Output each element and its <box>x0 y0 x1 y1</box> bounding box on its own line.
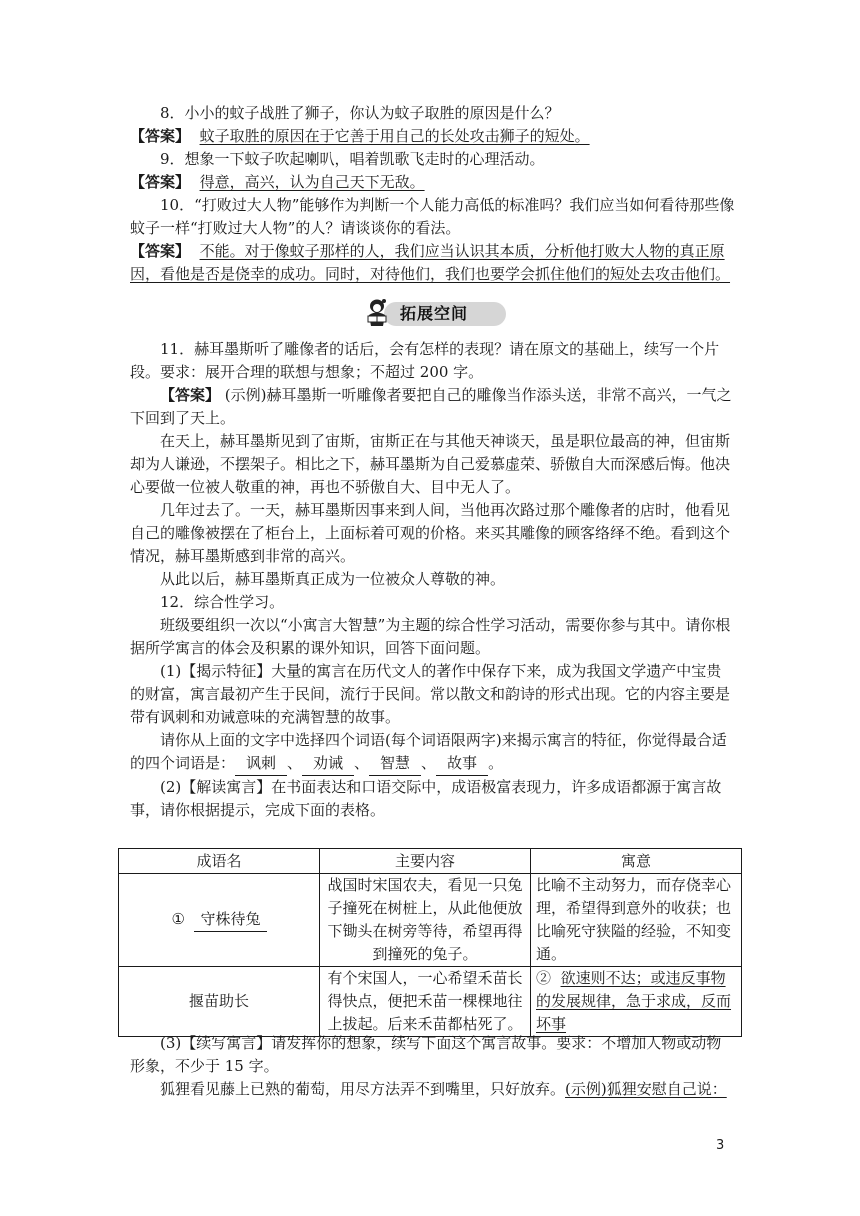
part3-answer: (示例)狐狸安慰自己说： <box>565 1080 727 1098</box>
table-row <box>119 967 742 1037</box>
table-header: 成语名 <box>119 849 320 874</box>
circle-number: ② <box>536 969 552 987</box>
meaning-answer: 欲速则不达；或违反事物的发展规律，急于求成，反而坏事 <box>536 969 732 1033</box>
answer-8 <box>130 125 736 148</box>
answer-9 <box>130 171 736 194</box>
question-12-part1-prompt <box>130 729 736 776</box>
question-12-part2: (2)【解读寓言】在书面表达和口语交际中，成语极富表现力，许多成语都源于寓言故事，请你根据提示，完成下面的表格。 <box>130 778 722 819</box>
meaning-cell: 比喻不主动努力，而存侥幸心理，希望得到意外的收获；也比喻死守狭隘的经验，不知变通。 <box>531 874 742 967</box>
question-10: 10．“打败过大人物”能够作为判断一个人能力高低的标准吗？我们应当如何看待那些像蚊子一样“打败过大人物”的人？请谈谈你的看法。 <box>130 196 735 237</box>
question-9: 9．想象一下蚊子吹起喇叭，唱着凯歌飞走时的心理活动。 <box>160 150 545 168</box>
answer-blank: 讽刺 <box>235 752 287 776</box>
answer-tag: 【答案】 <box>160 386 221 404</box>
period: 。 <box>488 754 504 772</box>
answer-tag: 【答案】 <box>130 173 191 191</box>
idiom-table <box>118 848 742 1037</box>
answer-blank: 劝诫 <box>302 752 354 776</box>
idiom-answer: 守株待兔 <box>194 908 266 932</box>
answer-11-intro <box>130 384 736 430</box>
answer-blank: 故事 <box>436 752 488 776</box>
answer-8-text: 蚊子取胜的原因在于它善于用自己的长处攻击狮子的短处。 <box>199 127 590 145</box>
answer-10-text: 不能。对于像蚊子那样的人，我们应当认识其本质，分析他打败大人物的真正原因，看他是否是侥幸的成功。同时，对待他们，我们也要学会抓住他们的短处去攻击他们。 <box>130 242 731 283</box>
meaning-cell <box>531 967 742 1037</box>
idiom-cell: 揠苗助长 <box>119 967 320 1037</box>
section-banner <box>130 292 736 334</box>
separator: 、 <box>354 754 370 772</box>
answer-blank: 智慧 <box>369 752 421 776</box>
reading-girl-icon <box>360 296 394 330</box>
part3-story <box>130 1078 736 1101</box>
content-cell: 有个宋国人，一心希望禾苗长得快点，便把禾苗一棵棵地往上拔起。后来禾苗都枯死了。 <box>320 967 531 1037</box>
question-12-intro: 班级要组织一次以“小寓言大智慧”为主题的综合性学习活动，需要你参与其中。请你根据所学寓言的体会及积累的课外知识，回答下面问题。 <box>130 616 731 657</box>
answer-tag: 【答案】 <box>130 127 191 145</box>
question-12-part3: (3)【续写寓言】请发挥你的想象，续写下面这个寓言故事。要求：不增加人物或动物形象，不少于 15 字。 <box>130 1034 722 1075</box>
table-header: 寓意 <box>531 849 742 874</box>
separator: 、 <box>287 754 303 772</box>
table-header: 主要内容 <box>320 849 531 874</box>
answer-11-intro-text: (示例)赫耳墨斯一听雕像者要把自己的雕像当作添头送，非常不高兴，一气之下回到了天上。 <box>130 386 732 427</box>
page-number: 3 <box>716 1138 725 1153</box>
question-12-part1: (1)【揭示特征】大量的寓言在历代文人的著作中保存下来，成为我国文学遗产中宝贵的财富，寓言最初产生于民间，流行于民间。常以散文和韵诗的形式出现。它的内容主要是带有讽刺和劝诫意味的充满智慧的故事。 <box>130 662 731 726</box>
circle-number: ① <box>171 910 185 928</box>
separator: 、 <box>421 754 437 772</box>
answer-tag: 【答案】 <box>130 242 191 260</box>
answer-11-paragraph: 在天上，赫耳墨斯见到了宙斯，宙斯正在与其他天神谈天，虽是职位最高的神，但宙斯却为人谦逊，不摆架子。相比之下，赫耳墨斯为自己爱慕虚荣、骄傲自大而深感后悔。他决心要做一位被人敬重的神，再也不骄傲自大、目中无人了。 <box>130 432 731 496</box>
content-cell: 战国时宋国农夫，看见一只兔子撞死在树桩上，从此他便放下锄头在树旁等待，希望再得到撞死的兔子。 <box>320 874 531 967</box>
answer-10 <box>130 240 736 286</box>
answer-9-text: 得意，高兴，认为自己天下无敌。 <box>199 173 425 191</box>
table-row <box>119 874 742 967</box>
part1-prompt-text: 请你从上面的文字中选择四个词语(每个词语限两字)来揭示寓言的特征，你觉得最合适的四个词语是： <box>130 731 727 772</box>
question-12-title: 12．综合性学习。 <box>160 593 285 611</box>
page-content <box>130 102 736 822</box>
part3-section <box>130 1032 736 1101</box>
idiom-cell <box>119 874 320 967</box>
part3-story-text: 狐狸看见藤上已熟的葡萄，用尽方法弄不到嘴里，只好放弃。 <box>160 1080 566 1098</box>
answer-11-paragraph: 几年过去了。一天，赫耳墨斯因事来到人间，当他再次路过那个雕像者的店时，他看见自己的雕像被摆在了柜台上，上面标着可观的价格。来买其雕像的顾客络绎不绝。看到这个情况，赫耳墨斯感到非常的高兴。 <box>130 501 731 565</box>
section-title: 拓展空间 <box>400 304 469 323</box>
question-8: 8．小小的蚊子战胜了狮子，你认为蚊子取胜的原因是什么？ <box>160 104 560 122</box>
answer-11-paragraph: 从此以后，赫耳墨斯真正成为一位被众人尊敬的神。 <box>160 570 506 588</box>
question-11: 11．赫耳墨斯听了雕像者的话后，会有怎样的表现？请在原文的基础上，续写一个片段。要求：展开合理的联想与想象；不超过 200 字。 <box>130 340 720 381</box>
table-header-row <box>119 849 742 874</box>
